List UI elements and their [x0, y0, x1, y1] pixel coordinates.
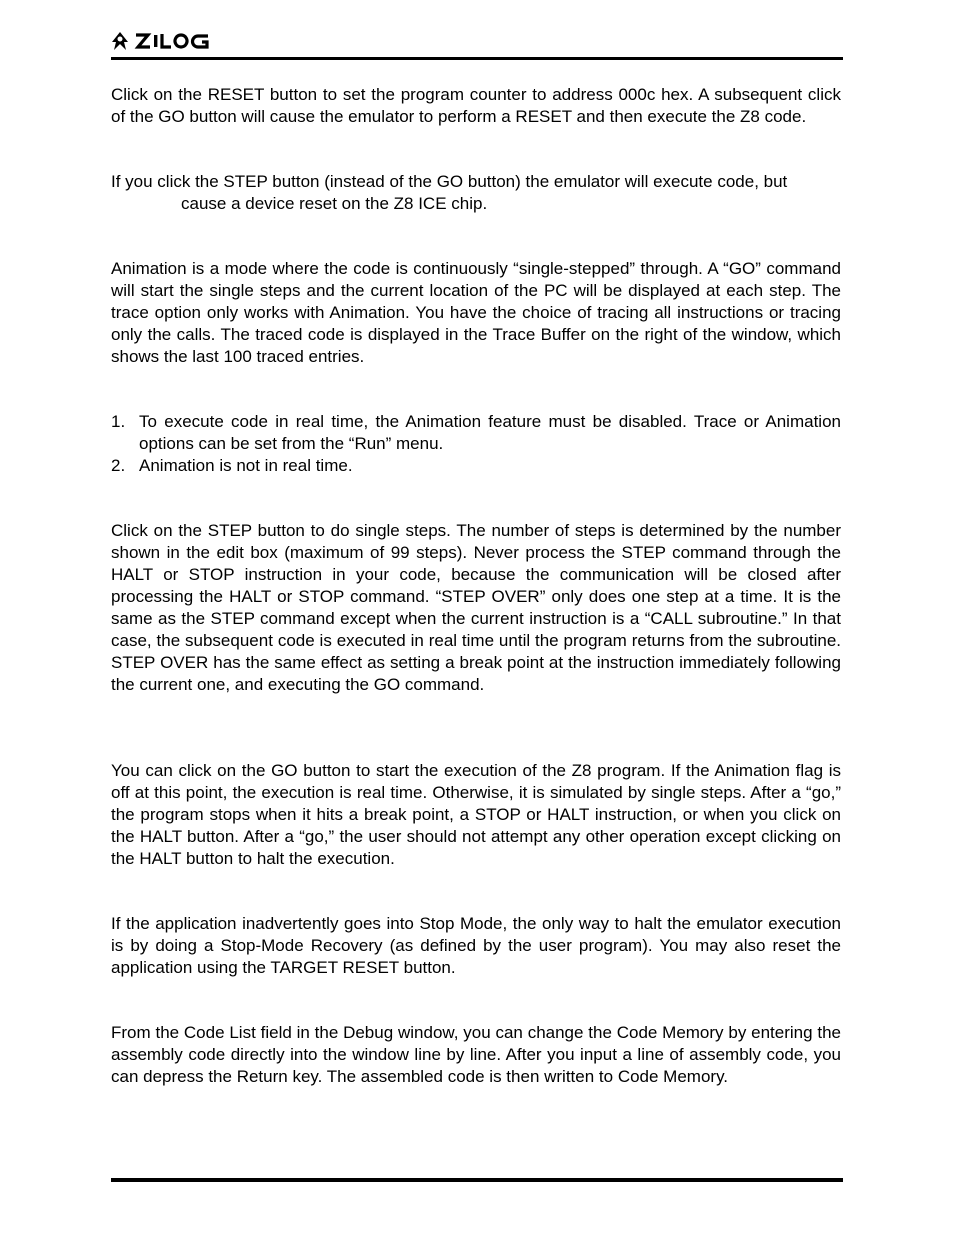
footer-rule [111, 1178, 843, 1182]
list-item-text: Animation is not in real time. [139, 456, 353, 475]
step-reset-line-2: cause a device reset on the Z8 ICE chip. [181, 194, 488, 213]
list-item [111, 455, 841, 477]
list-item-number: 2. [111, 456, 126, 475]
list-item-number: 1. [111, 412, 126, 431]
stop-mode-paragraph: If the application inadvertently goes into Stop Mode, the only way to halt the emulator execution is by doing a Stop-Mode Recovery (as defined by the user program). You may also reset the application using the TARGET RESET button. [111, 914, 841, 977]
step-paragraph: Click on the STEP button to do single steps. The number of steps is determined by the number shown in the edit box (maximum of 99 steps). Never process the STEP command through the HALT or STOP instruction in your code, because the communication will be closed after processing the HALT or STOP command. “STEP OVER” only does one step at a time. It is the same as the STEP command except when the current instruction is a “CALL subroutine.” In that case, the subsequent code is executed in real time until the program returns from the subroutine. STEP OVER has the same effect as setting a break point at the instruction immediately following the current one, and executing the GO command. [111, 521, 841, 694]
go-paragraph: You can click on the GO button to start the execution of the Z8 program. If the Animation flag is off at this point, the execution is real time. Otherwise, it is simulated by single steps. After a “go,” the program stops when it hits a break point, a STOP or HALT instruction, or when you click on the HALT button. After a “go,” the user should not attempt any other operation except clicking on the HALT button to halt the execution. [111, 761, 841, 868]
reset-paragraph: Click on the RESET button to set the program counter to address 000c hex. A subsequent click of the GO button will cause the emulator to perform a RESET and then execute the Z8 code. [111, 85, 841, 126]
zilog-logo-icon [110, 30, 214, 52]
zilog-logo [110, 30, 214, 52]
code-list-paragraph: From the Code List field in the Debug window, you can change the Code Memory by entering the assembly code directly into the window line by line. After you input a line of assembly code, you can depress the Return key. The assembled code is then written to Code Memory. [111, 1023, 841, 1086]
list-item-text: To execute code in real time, the Animation feature must be disabled. Trace or Animation options can be set from the “Run” menu. [139, 412, 841, 453]
step-reset-paragraph [111, 171, 841, 215]
header-rule [111, 57, 843, 60]
step-reset-line-1: If you click the STEP button (instead of the GO button) the emulator will execute code, but [111, 172, 788, 191]
animation-paragraph: Animation is a mode where the code is continuously “single-stepped” through. A “GO” command will start the single steps and the current location of the PC will be displayed at each step. The trace option only works with Animation. You have the choice of tracing all instructions or tracing only the calls. The traced code is displayed in the Trace Buffer on the right of the window, which shows the last 100 traced entries. [111, 259, 841, 366]
list-item [111, 411, 841, 455]
animation-notes-list [111, 411, 841, 477]
